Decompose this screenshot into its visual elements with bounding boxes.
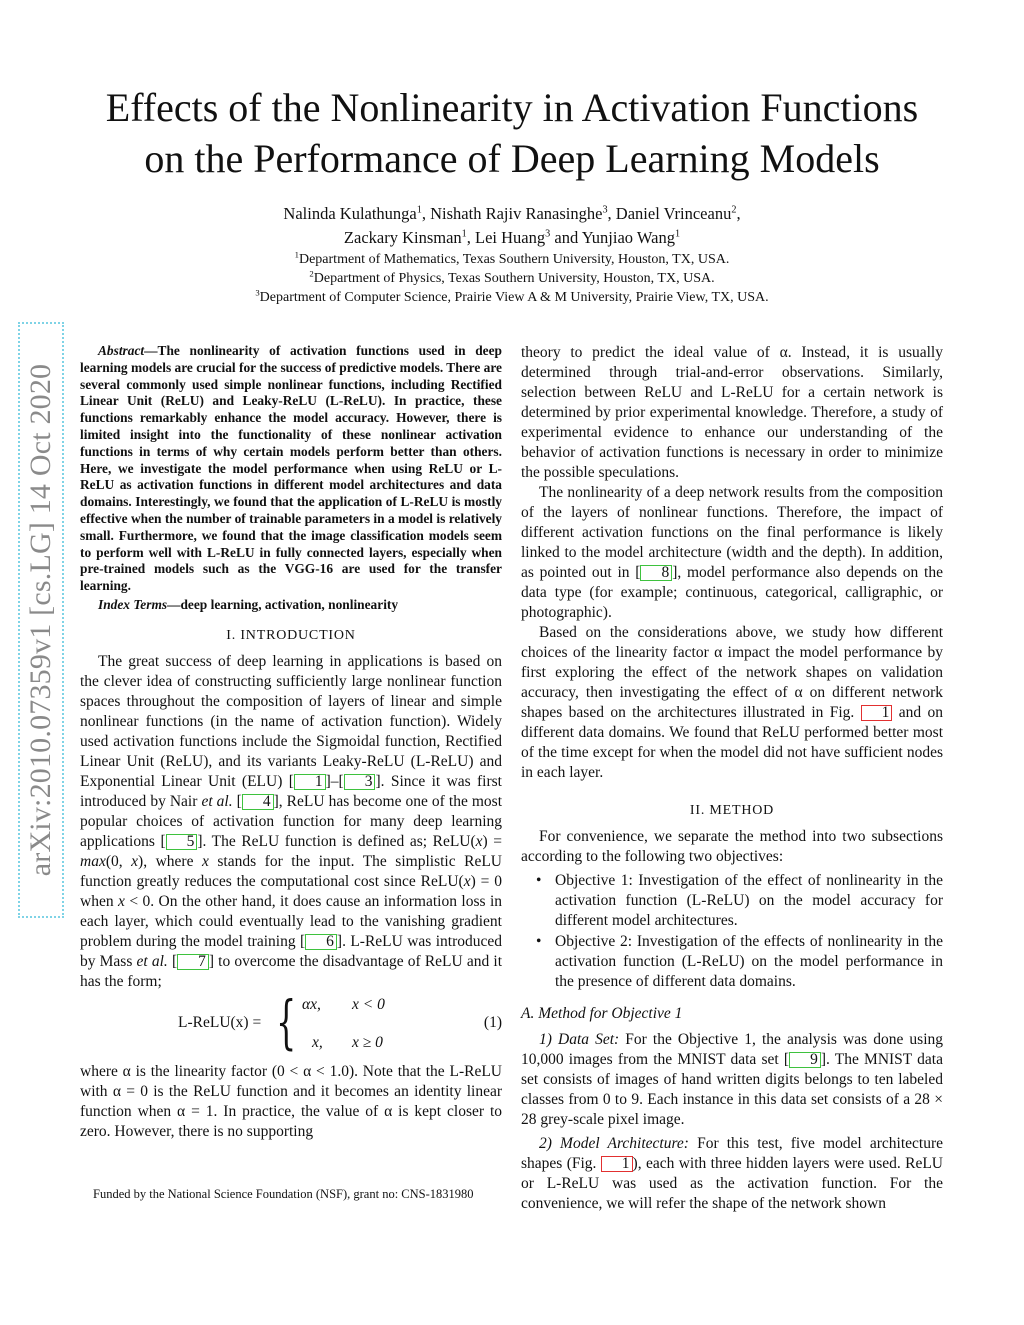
author-line-1: Nalinda Kulathunga$^1$, Nishath Rajiv Ranasinghe$^3$, Daniel Vrinceanu$^2$, — [283, 204, 741, 223]
list-item: • Objective 2: Investigation of the effects of nonlinearity in the activation function (L-ReLU) on the model performance in the presence of different data domains. — [521, 932, 943, 992]
text-run: ), where — [138, 852, 202, 870]
affiliation-text: Department of Mathematics, Texas Southern University, Houston, TX, USA. — [298, 252, 730, 267]
section-heading-introduction: I. INTRODUCTION — [226, 627, 356, 643]
paper-title — [60, 82, 964, 184]
affiliation-text: Department of Computer Science, Prairie View A & M University, Prairie View, TX, USA. — [259, 290, 769, 305]
equation-number: (1) — [483, 1013, 502, 1031]
right-paragraph-3 — [521, 623, 943, 783]
index-terms — [80, 597, 502, 614]
abstract-lead: Abstract — [98, 343, 145, 358]
subsection-heading-a: A. Method for Objective 1 — [521, 1005, 683, 1022]
text-run: and on different data domains. We found that ReLU performed better most of the time except for when the model did not have sufficient nodes in each layer. — [521, 704, 943, 781]
author-sup: 3 — [545, 228, 551, 240]
author-name: Yunjiao Wang — [581, 228, 675, 247]
affiliation-1 — [80, 250, 944, 269]
text-run: . L-ReLU was introduced by Mass — [80, 932, 503, 970]
text-run: . Since it was first introduced by Nair — [80, 772, 502, 810]
text-run: (0, — [105, 852, 132, 870]
figure-link[interactable]: 1 — [861, 705, 893, 721]
text-run: . The MNIST data set consists of images of hand written digits belongs to ten labeled classes from 0 to 9. Each instance in this data set consists of a 28 × 28 grey-scale pixel image. — [521, 1051, 943, 1128]
left-column — [80, 343, 502, 1142]
author-name: Zackary Kinsman — [343, 228, 462, 247]
data-set-paragraph: 1) Data Set: For the Objective 1, the analysis was done using 10,000 images from the MNIST data set [ 9 ]. The MNIST data set consists of images of hand written digits belongs to ten labeled classes from 0 to 9. Each instance in this data set consists of a 28 × 28 grey-scale pixel image. — [521, 1031, 943, 1128]
equation-brace: { — [276, 987, 297, 1056]
text-run: – — [330, 772, 339, 790]
paragraph-lead: 1) Data Set: — [539, 1031, 620, 1048]
equation-case-2: x, — [312, 1033, 323, 1051]
index-terms-text: —deep learning, activation, nonlinearity — [167, 596, 399, 612]
arxiv-identifier: arXiv:2010.07359v1 [cs.LG] 14 Oct 2020 — [24, 363, 57, 877]
affiliation-sup: 1 — [294, 249, 299, 260]
text-run: stands for the input. The simplistic ReLU function greatly reduces the computational cost since ReLU( — [80, 852, 502, 890]
author-sup: 1 — [461, 228, 467, 240]
text-run: et al. — [201, 792, 233, 810]
author-sup: 2 — [731, 204, 737, 216]
method-intro: For convenience, we separate the method into two subsections according to the following two objectives: — [521, 828, 943, 865]
text-run: , model performance also depends on the data type (for example; continuous, categorical, calligraphic, or photographic). — [521, 564, 943, 621]
section-heading-method: II. METHOD — [689, 803, 775, 818]
title-line-1: Effects of the Nonlinearity in Activation Functions — [105, 85, 919, 130]
author-name: Nishath Rajiv Ranasinghe — [430, 204, 603, 223]
model-architecture-paragraph — [521, 1134, 943, 1214]
text-run: < 0. On the other hand, it does cause an information loss in each layer, which could eventually lead to the vanishing gradient problem during the model training — [80, 892, 503, 950]
math-var: max — [80, 852, 106, 870]
text-run: , ReLU has become one of the most popular choices of activation function for many deep learning applications — [80, 792, 503, 850]
affiliation-sup: 3 — [255, 287, 260, 298]
author-sup: 1 — [674, 228, 681, 240]
affiliation-text: Department of Physics, Texas Southern University, Houston, TX, USA. — [313, 271, 715, 286]
affiliation-3 — [80, 288, 944, 307]
citation-link[interactable]: 7 — [177, 954, 209, 970]
paragraph-lead: 2) Model Architecture: — [539, 1135, 689, 1152]
text-run: et al. — [136, 952, 168, 970]
author-block — [80, 202, 944, 307]
arxiv-stamp[interactable] — [18, 322, 64, 918]
author-name: Nalinda Kulathunga — [283, 204, 417, 223]
affiliation-sup: 2 — [309, 268, 314, 279]
text-run: For the Objective 1, the analysis was done using 10,000 images from the MNIST data set — [521, 1031, 943, 1068]
index-terms-lead: Index Terms — [98, 596, 168, 612]
intro-paragraph-2: where α is the linearity factor (0 < α < 1.0). Note that the L-ReLU with α = 0 is the ReLU function and it becomes an identity linear function when α = 1. In practice, the value of α is kept closer to zero. However, there is no supporting — [80, 1062, 502, 1140]
affiliation-2 — [80, 269, 944, 288]
equation-condition-2: x ≥ 0 — [352, 1033, 383, 1051]
equation-case-1: αx, — [302, 995, 321, 1013]
right-paragraph-2: The nonlinearity of a deep network results from the composition of the layers of nonlinear functions. Therefore, the impact of different activation functions on the final performance is likely linked to the model architecture (width and the depth). In addition, as pointed out in [ 8 ], model performance also depends on the data type (for example; continuous, categorical, calligraphic, or photographic). — [521, 484, 943, 621]
author-sup: 1 — [416, 204, 422, 216]
figure-link[interactable]: 1 — [601, 1156, 633, 1172]
citation-link[interactable]: 1 — [294, 774, 326, 790]
text-run: . The ReLU function is defined as; ReLU( — [202, 832, 476, 850]
title-line-2: on the Performance of Deep Learning Models — [144, 136, 880, 181]
math-var: x — [475, 832, 483, 850]
text-run: ), each with three hidden layers were used. ReLU or L-ReLU was used as the activation function. For the convenience, we will refer the shape of the network shown — [521, 1155, 943, 1212]
text-run: The great success of deep learning in applications is based on the clever idea of constructing sufficiently large nonlinear function spaces throughout the composition of layers of linear and simple nonlinear functions (in the name of activation function). Widely used activation functions include the Sigmoidal function, Rectified Linear Unit (ReLU), and its variants Leaky-ReLU (L-ReLU) and Exponential Linear Unit (ELU) — [80, 652, 502, 790]
math-var: x — [131, 852, 139, 870]
text-run: to overcome the disadvantage of ReLU and it has the form; — [80, 952, 502, 990]
citation-link[interactable]: 6 — [305, 934, 337, 950]
math-var: x — [118, 892, 125, 910]
text-run: ) = — [482, 832, 502, 850]
objectives-list — [521, 871, 943, 992]
text-run: For this test, five model architecture shapes (Fig. — [521, 1135, 943, 1172]
math-var: x — [201, 852, 209, 870]
author-name: Lei Huang — [475, 228, 546, 247]
text-run: The nonlinearity of a deep network results from the composition of the layers of nonlinear functions. Therefore, the impact of different activation functions on the final performance is likely linked to the model architecture (width and the depth). In addition, as pointed out in — [521, 484, 943, 581]
intro-paragraph-1: The great success of deep learning in applications is based on the clever idea of constructing sufficiently large nonlinear function spaces throughout the composition of layers of linear and simple nonlinear functions (in the name of activation function). Widely used activation functions include the Sigmoidal function, Rectified Linear Unit (ReLU), and its variants Leaky-ReLU (L-ReLU) and Exponential Linear Unit (ELU) [ 1 ]–[ 3 ]. Since it was first introduced by Nair et al. [ 4 ], ReLU has become one of the most popular choices of activation function for many deep learning applications [ 5 ]. The ReLU function is defined as; ReLU(x) = max(0, x), where x stands for the input. The simplistic ReLU function greatly reduces the computational cost since ReLU(x) = 0 when x < 0. On the other hand, it does cause an information loss in each layer, which could eventually lead to the vanishing gradient problem during the model training [ 6 ]. L-ReLU was introduced by Mass et al. [ 7 ] to overcome the disadvantage of ReLU and it has the form; — [80, 652, 503, 990]
list-item: • Objective 1: Investigation of the effect of nonlinearity in the activation function (L-ReLU) on the model accuracy for different model architectures. — [521, 871, 943, 931]
right-paragraph-1: theory to predict the ideal value of α. Instead, it is usually determined through trial-and-error observations. Similarly, selection between ReLU and L-ReLU for a certain network is determined by prior experimental knowledge. Therefore, a study of experimental evidence to enhance our understanding of the behavior of activation functions is necessary in order to minimize the possible speculations. — [521, 344, 943, 481]
math-var: x — [463, 872, 471, 890]
equation-1 — [80, 987, 502, 1056]
author-name: Daniel Vrinceanu — [615, 204, 732, 223]
citation-link[interactable]: 4 — [242, 794, 274, 810]
citation-link[interactable]: 9 — [789, 1052, 821, 1068]
equation-condition-1: x < 0 — [352, 995, 385, 1013]
equation-lhs: L-ReLU(x) = — [178, 1013, 262, 1031]
right-column — [521, 343, 943, 1214]
abstract-text: —The nonlinearity of activation functions used in deep learning models are crucial for the success of predictive models. There are several commonly used simple nonlinear functions, including Rectified Linear Unit (ReLU) and Leaky-ReLU (L-ReLU). In practice, these functions remarkably enhance the model accuracy. However, there is limited insight into the functionality of these nonlinear activation functions in terms of why certain models perform better than others. Here, we investigate the model performance when using ReLU or L-ReLU as activation functions in different model architectures and data domains. Interestingly, we found that the application of L-ReLU is mostly effective when the number of trainable parameters in a model is relatively small. Furthermore, we found that the image classification models seem to perform well with L-ReLU in fully connected layers, especially when pre-trained models such as the VGG-16 are used for the transfer learning. — [80, 343, 502, 594]
text-run: Based on the considerations above, we study how different choices of the linearity factor α impact the model performance by first exploring the effect of the network shapes on validation accuracy, then investigating the effect of α on different network shapes based on the architectures illustrated in Fig. — [521, 624, 943, 721]
author-sup: 3 — [602, 204, 608, 216]
citation-link[interactable]: 3 — [344, 774, 376, 790]
citation-link[interactable]: 5 — [166, 834, 198, 850]
abstract — [80, 343, 502, 595]
text-run: ) = 0 when — [80, 872, 503, 910]
citation-link[interactable]: 8 — [640, 565, 672, 581]
funding-footnote: Funded by the National Science Foundation (NSF), grant no: CNS-1831980 — [93, 1187, 474, 1201]
author-line-2: Zackary Kinsman$^1$, Lei Huang$^3$ and Yunjiao Wang$^1$ — [343, 228, 681, 247]
